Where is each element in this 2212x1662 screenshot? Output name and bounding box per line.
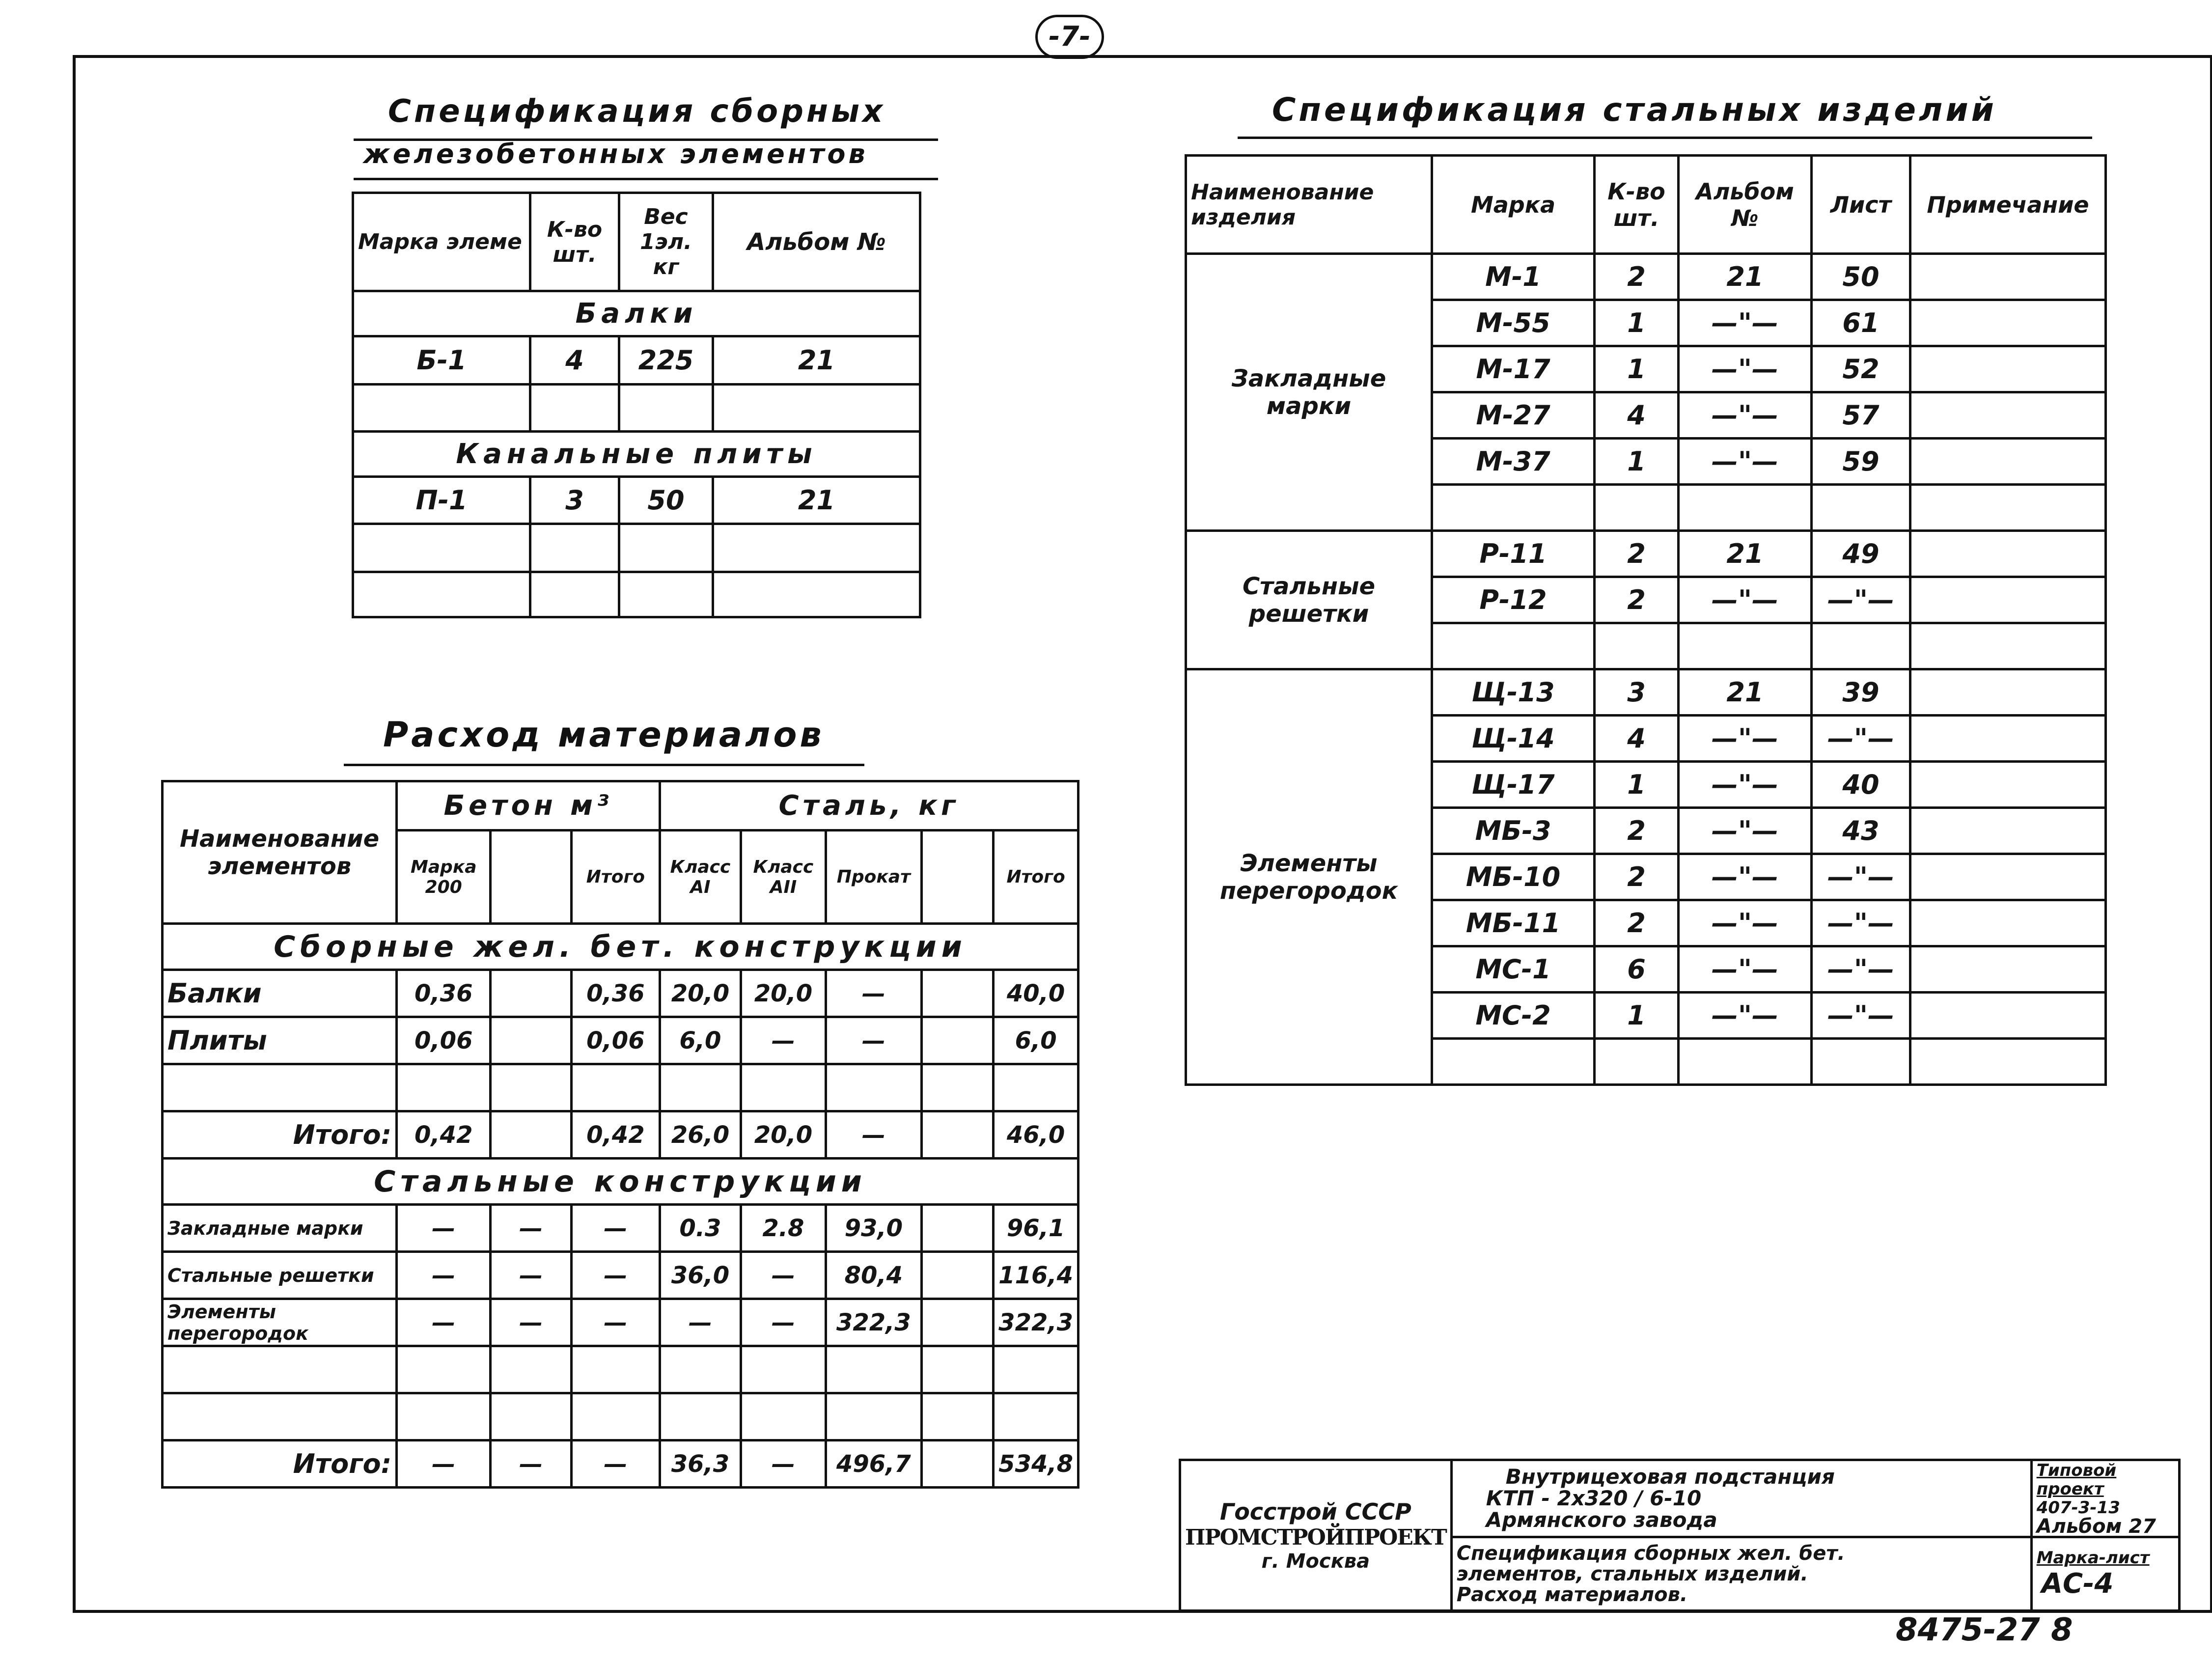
steel-cell: 49: [1812, 531, 1910, 577]
materials-table: [161, 780, 1079, 1489]
materials-cell: [163, 1346, 397, 1393]
materials-cell: —: [491, 1299, 572, 1346]
steel-cell-empty: [1910, 1039, 2106, 1085]
materials-cell: [921, 1064, 993, 1111]
stamp-title-3: Армянского завода: [1486, 1508, 1717, 1532]
materials-cell: Плиты: [163, 1017, 397, 1064]
materials-cell: —: [826, 1111, 921, 1159]
steel-header: Марка: [1432, 156, 1595, 254]
steel-note: [1910, 577, 2106, 623]
steel-cell: 21: [1679, 531, 1812, 577]
steel-group-name: Стальные решетки: [1186, 531, 1432, 669]
materials-cell: [491, 1111, 572, 1159]
steel-cell: —"—: [1812, 946, 1910, 993]
page-number: -7-: [1035, 15, 1104, 59]
materials-cell: [741, 1393, 826, 1440]
materials-cell: —: [741, 1440, 826, 1488]
materials-cell: 93,0: [826, 1205, 921, 1252]
steel-note: [1910, 762, 2106, 808]
materials-cell: —: [741, 1017, 826, 1064]
steel-cell-empty: [1679, 1039, 1812, 1085]
steel-cell: —"—: [1812, 900, 1910, 946]
stamp-album: Альбом 27: [2036, 1515, 2156, 1538]
steel-cell: 2: [1595, 854, 1679, 900]
materials-cell: [571, 1346, 660, 1393]
materials-subheader: Итого: [994, 831, 1078, 924]
materials-cell: [571, 1393, 660, 1440]
materials-row: [163, 970, 1078, 1017]
steel-cell: 1: [1595, 346, 1679, 392]
steel-cell: 2: [1595, 254, 1679, 300]
materials-cell: —: [741, 1299, 826, 1346]
footer-note: 8475-27 8: [1896, 1612, 2073, 1648]
steel-note: [1910, 808, 2106, 854]
steel-header: Примечание: [1910, 156, 2106, 254]
materials-row: [163, 1393, 1078, 1440]
materials-cell: [741, 1064, 826, 1111]
materials-row: [163, 1299, 1078, 1346]
steel-cell: —"—: [1679, 346, 1812, 392]
precast-cell: 21: [713, 477, 920, 524]
precast-title-2: железобетонных элементов: [363, 138, 868, 169]
stamp-org: [1180, 1460, 1452, 1611]
materials-cell: [163, 1064, 397, 1111]
steel-note: [1910, 346, 2106, 392]
steel-cell: —"—: [1812, 716, 1910, 762]
materials-cell: 0,36: [571, 970, 660, 1017]
precast-cell: 50: [619, 477, 713, 524]
steel-cell: —"—: [1679, 993, 1812, 1039]
materials-cell: 534,8: [994, 1440, 1078, 1488]
materials-cell: 20,0: [741, 1111, 826, 1159]
materials-cell: [491, 1393, 572, 1440]
steel-note: [1910, 946, 2106, 993]
materials-subheader: [921, 831, 993, 924]
materials-row: [163, 1440, 1078, 1488]
materials-cell: —: [826, 970, 921, 1017]
steel-cell: 1: [1595, 439, 1679, 485]
steel-cell: 52: [1812, 346, 1910, 392]
materials-cell: Балки: [163, 970, 397, 1017]
materials-cell: 0,42: [397, 1111, 491, 1159]
steel-cell: МБ-3: [1432, 808, 1595, 854]
stamp-sheet-cell: [2031, 1537, 2179, 1611]
steel-cell-empty: [1910, 623, 2106, 669]
steel-header: Альбом №: [1679, 156, 1812, 254]
steel-cell: 2: [1595, 900, 1679, 946]
materials-cell: 0,42: [571, 1111, 660, 1159]
steel-cell: 1: [1595, 300, 1679, 346]
steel-cell: МС-2: [1432, 993, 1595, 1039]
steel-note: [1910, 854, 2106, 900]
materials-cell: Стальные решетки: [163, 1252, 397, 1299]
steel-header: К-во шт.: [1595, 156, 1679, 254]
steel-cell-empty: [1679, 485, 1812, 531]
steel-cell: М-1: [1432, 254, 1595, 300]
steel-group-name: Элементы перегородок: [1186, 669, 1432, 1085]
materials-cell: —: [571, 1205, 660, 1252]
steel-cell: —"—: [1679, 300, 1812, 346]
steel-note: [1910, 900, 2106, 946]
steel-cell: МБ-10: [1432, 854, 1595, 900]
materials-cell: 0,36: [397, 970, 491, 1017]
materials-cell: [491, 1346, 572, 1393]
materials-cell: 20,0: [741, 970, 826, 1017]
steel-cell: М-37: [1432, 439, 1595, 485]
steel-cell: М-55: [1432, 300, 1595, 346]
materials-cell: —: [826, 1017, 921, 1064]
materials-cell: —: [397, 1252, 491, 1299]
stamp-desc-1: Спецификация сборных жел. бет.: [1456, 1542, 1845, 1565]
steel-note: [1910, 531, 2106, 577]
steel-cell: 4: [1595, 392, 1679, 439]
materials-cell: [921, 1299, 993, 1346]
steel-cell-empty: [1432, 623, 1595, 669]
steel-cell: 2: [1595, 531, 1679, 577]
materials-cell: 0.3: [660, 1205, 741, 1252]
materials-cell: 116,4: [994, 1252, 1078, 1299]
steel-cell: 1: [1595, 993, 1679, 1039]
materials-subheader: Прокат: [826, 831, 921, 924]
materials-cell: —: [571, 1299, 660, 1346]
materials-row: [163, 1346, 1078, 1393]
materials-row: [163, 1064, 1078, 1111]
materials-title-underline: [344, 764, 864, 766]
steel-cell-empty: [1595, 1039, 1679, 1085]
steel-cell: —"—: [1812, 577, 1910, 623]
steel-header: Наименование изделия: [1186, 156, 1432, 254]
steel-cell: —"—: [1679, 439, 1812, 485]
materials-row: [163, 1252, 1078, 1299]
steel-cell: —"—: [1679, 762, 1812, 808]
materials-row: [163, 1205, 1078, 1252]
steel-cell-empty: [1595, 623, 1679, 669]
steel-cell-empty: [1679, 623, 1812, 669]
materials-cell: 2.8: [741, 1205, 826, 1252]
steel-cell: 61: [1812, 300, 1910, 346]
materials-cell: 26,0: [660, 1111, 741, 1159]
steel-cell: 21: [1679, 669, 1812, 716]
precast-cell: 4: [530, 336, 619, 385]
steel-note: [1910, 392, 2106, 439]
materials-subheader: Класс АII: [741, 831, 826, 924]
steel-note: [1910, 716, 2106, 762]
stamp-sheet-label: Марка-лист: [2036, 1548, 2150, 1568]
steel-group-name: Закладные марки: [1186, 254, 1432, 531]
steel-cell: —"—: [1679, 900, 1812, 946]
stamp-typ-label: Типовой проект: [2036, 1461, 2117, 1499]
precast-table: [352, 192, 921, 618]
materials-cell: [921, 1252, 993, 1299]
precast-h-mark: Марка элеме: [353, 193, 530, 291]
materials-cell: 0,06: [571, 1017, 660, 1064]
materials-cell: 6,0: [660, 1017, 741, 1064]
steel-cell-empty: [1595, 485, 1679, 531]
steel-cell: 59: [1812, 439, 1910, 485]
precast-cell: 21: [713, 336, 920, 385]
steel-cell: 57: [1812, 392, 1910, 439]
materials-cell: —: [571, 1440, 660, 1488]
materials-cell: 40,0: [994, 970, 1078, 1017]
precast-cell: 225: [619, 336, 713, 385]
materials-cell: [921, 1346, 993, 1393]
materials-cell: [921, 1205, 993, 1252]
steel-header: Лист: [1812, 156, 1910, 254]
steel-cell: М-27: [1432, 392, 1595, 439]
materials-cell: —: [660, 1299, 741, 1346]
materials-cell: [571, 1064, 660, 1111]
materials-cell: 322,3: [994, 1299, 1078, 1346]
precast-cell: 3: [530, 477, 619, 524]
materials-cell: —: [491, 1205, 572, 1252]
stamp-desc: [1451, 1537, 2031, 1611]
materials-cell: 6,0: [994, 1017, 1078, 1064]
stamp-typ-num: 407-3-13: [2036, 1498, 2120, 1518]
materials-cell: 46,0: [994, 1111, 1078, 1159]
materials-cell: 0,06: [397, 1017, 491, 1064]
materials-h-steel: Сталь, кг: [660, 781, 1078, 831]
stamp-title-2: КТП - 2х320 / 6-10: [1486, 1486, 1702, 1510]
materials-subheader: Класс АI: [660, 831, 741, 924]
steel-note: [1910, 300, 2106, 346]
materials-cell: 36,0: [660, 1252, 741, 1299]
materials-title: Расход материалов: [383, 715, 825, 755]
steel-cell: 1: [1595, 762, 1679, 808]
steel-cell: Р-11: [1432, 531, 1595, 577]
steel-title: Спецификация стальных изделий: [1272, 91, 1997, 129]
stamp-org-1: Госстрой СССР: [1219, 1498, 1411, 1525]
steel-cell: МБ-11: [1432, 900, 1595, 946]
steel-cell-empty: [1812, 1039, 1910, 1085]
precast-group-slabs: Канальные плиты: [353, 432, 920, 477]
precast-cell: П-1: [353, 477, 530, 524]
steel-note: [1910, 993, 2106, 1039]
steel-cell: Щ-14: [1432, 716, 1595, 762]
materials-subheader: [491, 831, 572, 924]
steel-table: [1185, 154, 2107, 1086]
steel-cell: —"—: [1812, 993, 1910, 1039]
steel-row: [1186, 531, 2106, 577]
materials-cell: [826, 1064, 921, 1111]
materials-cell: [921, 1111, 993, 1159]
steel-cell: 4: [1595, 716, 1679, 762]
steel-cell-empty: [1812, 485, 1910, 531]
materials-cell: Итого:: [163, 1111, 397, 1159]
steel-cell: Щ-13: [1432, 669, 1595, 716]
precast-title-1: Спецификация сборных: [388, 93, 886, 130]
steel-cell: —"—: [1679, 946, 1812, 993]
steel-cell-empty: [1812, 623, 1910, 669]
materials-cell: 20,0: [660, 970, 741, 1017]
steel-cell: 2: [1595, 808, 1679, 854]
materials-cell: Закладные марки: [163, 1205, 397, 1252]
precast-h-qty: К-во шт.: [530, 193, 619, 291]
materials-cell: —: [741, 1252, 826, 1299]
materials-cell: 496,7: [826, 1440, 921, 1488]
materials-cell: [660, 1393, 741, 1440]
materials-cell: [994, 1393, 1078, 1440]
precast-group-beams: Балки: [353, 291, 920, 336]
materials-cell: —: [397, 1205, 491, 1252]
materials-cell: —: [397, 1299, 491, 1346]
stamp-title-1: Внутрицеховая подстанция: [1505, 1465, 1835, 1489]
materials-cell: [397, 1064, 491, 1111]
materials-cell: 322,3: [826, 1299, 921, 1346]
steel-cell: 21: [1679, 254, 1812, 300]
materials-sec-steel: Стальные конструкции: [163, 1159, 1078, 1205]
materials-cell: [491, 1017, 572, 1064]
steel-cell: Щ-17: [1432, 762, 1595, 808]
title-block: [1179, 1459, 2181, 1612]
steel-cell: 39: [1812, 669, 1910, 716]
materials-cell: —: [491, 1440, 572, 1488]
stamp-typical: [2031, 1460, 2179, 1537]
steel-cell: 43: [1812, 808, 1910, 854]
steel-cell-empty: [1910, 485, 2106, 531]
steel-cell: 2: [1595, 577, 1679, 623]
stamp-sheet: АС-4: [2041, 1568, 2114, 1600]
materials-cell: [397, 1393, 491, 1440]
precast-h-album: Альбом №: [713, 193, 920, 291]
steel-cell: —"—: [1812, 854, 1910, 900]
steel-cell-empty: [1432, 485, 1595, 531]
materials-cell: [741, 1346, 826, 1393]
steel-cell: Р-12: [1432, 577, 1595, 623]
materials-cell: [921, 970, 993, 1017]
steel-cell: —"—: [1679, 808, 1812, 854]
stamp-title: [1451, 1460, 2031, 1537]
materials-cell: [826, 1346, 921, 1393]
steel-note: [1910, 439, 2106, 485]
materials-cell: [491, 1064, 572, 1111]
steel-cell: —"—: [1679, 392, 1812, 439]
materials-cell: —: [397, 1440, 491, 1488]
precast-title-underline-2: [354, 178, 938, 180]
materials-cell: [921, 1440, 993, 1488]
materials-cell: 36,3: [660, 1440, 741, 1488]
steel-note: [1910, 669, 2106, 716]
materials-cell: 96,1: [994, 1205, 1078, 1252]
materials-cell: [826, 1393, 921, 1440]
steel-cell: 3: [1595, 669, 1679, 716]
materials-cell: Итого:: [163, 1440, 397, 1488]
steel-row: [1186, 254, 2106, 300]
materials-h-name: Наименование элементов: [163, 781, 397, 924]
steel-cell: 50: [1812, 254, 1910, 300]
steel-cell: 40: [1812, 762, 1910, 808]
materials-cell: [921, 1393, 993, 1440]
stamp-desc-3: Расход материалов.: [1456, 1583, 1688, 1606]
materials-sec-precast: Сборные жел. бет. конструкции: [163, 924, 1078, 970]
materials-row: [163, 1111, 1078, 1159]
stamp-org-3: г. Москва: [1261, 1550, 1370, 1573]
steel-cell: —"—: [1679, 577, 1812, 623]
materials-row: [163, 1017, 1078, 1064]
materials-cell: [163, 1393, 397, 1440]
materials-cell: [660, 1064, 741, 1111]
materials-cell: [397, 1346, 491, 1393]
precast-cell: Б-1: [353, 336, 530, 385]
materials-cell: —: [491, 1252, 572, 1299]
steel-cell: МС-1: [1432, 946, 1595, 993]
steel-cell: М-17: [1432, 346, 1595, 392]
steel-cell: 6: [1595, 946, 1679, 993]
materials-subheader: Итого: [571, 831, 660, 924]
materials-cell: [660, 1346, 741, 1393]
materials-cell: [921, 1017, 993, 1064]
stamp-org-2: ПРОМСТРОЙПРОЕКТ: [1185, 1524, 1446, 1550]
steel-cell-empty: [1432, 1039, 1595, 1085]
steel-row: [1186, 669, 2106, 716]
materials-cell: [491, 970, 572, 1017]
materials-cell: [994, 1346, 1078, 1393]
materials-cell: —: [571, 1252, 660, 1299]
materials-cell: 80,4: [826, 1252, 921, 1299]
stamp-desc-2: элементов, стальных изделий.: [1456, 1562, 1808, 1585]
steel-cell: —"—: [1679, 854, 1812, 900]
steel-cell: —"—: [1679, 716, 1812, 762]
materials-cell: [994, 1064, 1078, 1111]
materials-h-concrete: Бетон м³: [397, 781, 660, 831]
materials-cell: Элементы перегородок: [163, 1299, 397, 1346]
materials-subheader: Марка 200: [397, 831, 491, 924]
steel-title-underline: [1238, 137, 2092, 139]
precast-h-weight: Вес 1эл. кг: [619, 193, 713, 291]
steel-note: [1910, 254, 2106, 300]
